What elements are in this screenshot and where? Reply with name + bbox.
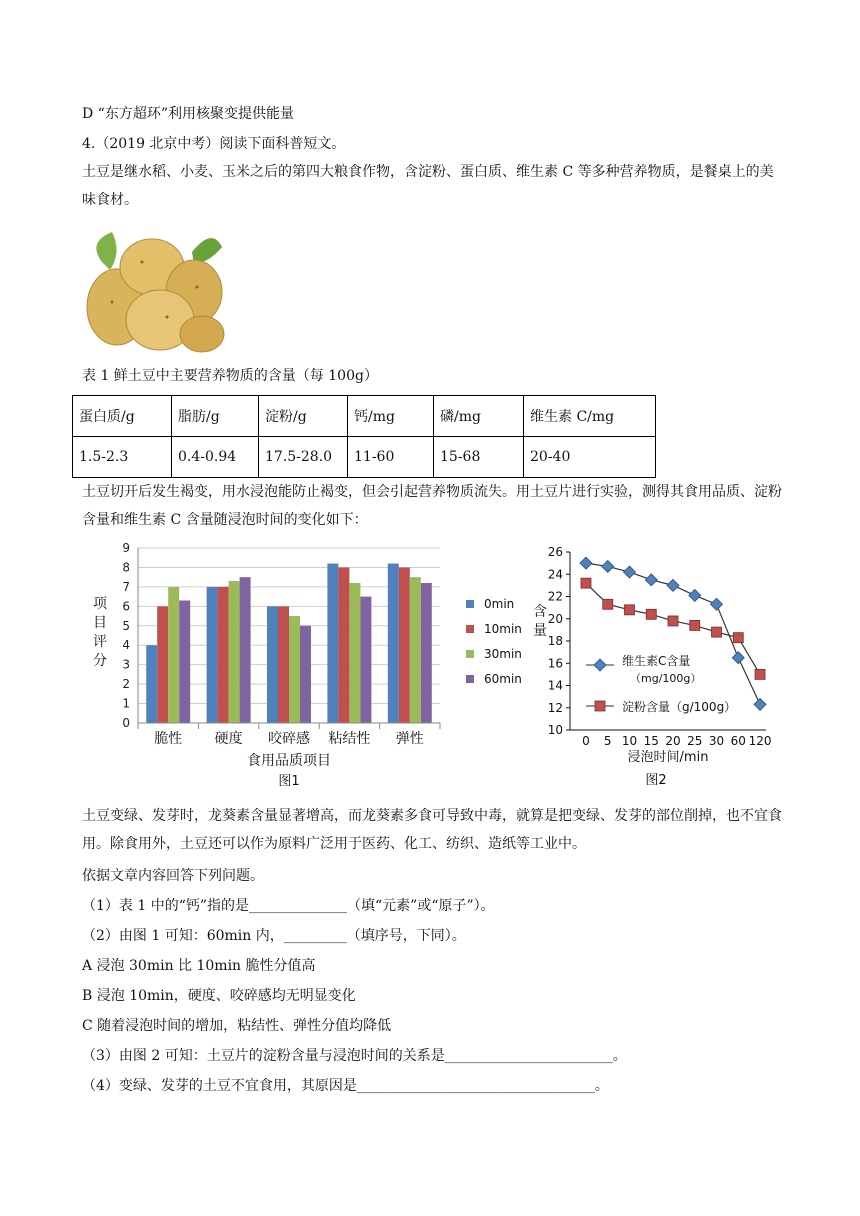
- table-row: [73, 437, 656, 478]
- y-tick-label: 8: [122, 560, 130, 575]
- question-2: （2）由图 1 可知：60min 内，_________（填序号，下同）。: [82, 928, 466, 944]
- figure-caption: 图2: [645, 773, 667, 788]
- data-point: [581, 578, 591, 588]
- y-axis-label: 含量: [533, 604, 547, 639]
- bar: [410, 577, 421, 723]
- figure1-bar-chart: [80, 536, 530, 796]
- option-c: C 随着浸泡时间的增加，粘结性、弹性分值均降低: [82, 1018, 392, 1034]
- bar: [289, 616, 300, 723]
- data-point: [603, 599, 613, 609]
- nutrition-table: [72, 395, 656, 478]
- y-tick-label: 1: [122, 696, 130, 711]
- y-tick-label: 16: [547, 656, 563, 671]
- intro-paragraph: 土豆是继水稻、小麦、玉米之后的第四大粮食作物，含淀粉、蛋白质、维生素 C 等多种营养物质，是餐桌上的美味食材。: [82, 164, 774, 208]
- bar: [360, 597, 371, 723]
- data-point: [602, 560, 614, 572]
- y-tick-label: 2: [122, 677, 130, 692]
- y-tick-label: 3: [122, 657, 130, 672]
- y-tick-label: 24: [547, 567, 563, 582]
- experiment-paragraph: 土豆切开后发生褐变，用水浸泡能防止褐变，但会引起营养物质流失。用土豆片进行实验，测得其食用品质、淀粉含量和维生素 C 含量随浸泡时间的变化如下：: [82, 484, 782, 528]
- questions-lead: 依据文章内容回答下列问题。: [82, 868, 264, 884]
- x-tick-label: 15: [643, 734, 659, 748]
- y-tick-label: 10: [547, 723, 563, 737]
- y-tick-label: 18: [547, 634, 563, 648]
- legend-label: 0min: [484, 597, 515, 611]
- option-d: D “东方超环”利用核聚变提供能量: [82, 106, 294, 122]
- potato-photo: [82, 222, 228, 355]
- y-tick-label: 7: [122, 579, 130, 594]
- bar: [218, 587, 229, 723]
- x-tick-label: 30: [708, 734, 725, 748]
- table-header-cell: 脂肪/g: [172, 396, 259, 437]
- table-cell: 20-40: [524, 437, 656, 478]
- question-1: （1）表 1 中的“钙”指的是______________（填“元素”或“原子”）。: [82, 898, 495, 914]
- bar: [327, 564, 338, 723]
- legend-label: 淀粉含量（g/100g）: [622, 700, 737, 714]
- data-point: [667, 579, 679, 591]
- bar: [388, 564, 399, 723]
- legend-label-unit: （mg/100g）: [630, 672, 702, 685]
- question-4: （4）变绿、发芽的土豆不宜食用，其原因是__________________________________。: [82, 1078, 609, 1094]
- y-tick-label: 9: [122, 541, 130, 555]
- x-tick-label: 弹性: [395, 731, 424, 747]
- figure-caption: 图1: [278, 774, 300, 789]
- bar: [338, 567, 349, 723]
- x-tick-label: 硬度: [214, 731, 243, 747]
- x-tick-label: 120: [748, 734, 772, 748]
- legend-swatch: [466, 600, 474, 608]
- data-point: [690, 620, 700, 630]
- table-cell: 17.5-28.0: [259, 437, 348, 478]
- legend-label: 10min: [484, 622, 522, 636]
- y-tick-label: 0: [122, 716, 130, 730]
- bar: [421, 583, 432, 723]
- legend-marker: [594, 659, 606, 671]
- legend-marker: [595, 701, 605, 711]
- table-cell: 15-68: [434, 437, 524, 478]
- y-tick-label: 22: [547, 589, 563, 604]
- x-tick-label: 20: [665, 734, 681, 748]
- bar: [399, 567, 410, 723]
- bar: [207, 587, 218, 723]
- y-tick-label: 4: [122, 638, 130, 653]
- bar: [349, 583, 360, 723]
- y-tick-label: 14: [547, 678, 563, 693]
- x-tick-label: 25: [687, 734, 703, 748]
- x-tick-label: 5: [603, 734, 612, 748]
- table-cell: 11-60: [348, 437, 434, 478]
- table-header-cell: 维生素 C/mg: [524, 396, 656, 437]
- legend-swatch: [466, 675, 474, 683]
- x-tick-label: 脆性: [154, 731, 183, 747]
- y-tick-label: 5: [122, 618, 130, 633]
- legend-swatch: [466, 650, 474, 658]
- data-point: [668, 616, 678, 626]
- x-tick-label: 10: [621, 734, 638, 748]
- data-point: [712, 627, 722, 637]
- data-point: [624, 566, 636, 578]
- data-point: [625, 605, 635, 615]
- table-header-cell: 淀粉/g: [259, 396, 348, 437]
- data-point: [755, 669, 765, 679]
- data-point: [689, 589, 701, 601]
- option-a: A 浸泡 30min 比 10min 脆性分值高: [82, 958, 316, 974]
- x-axis-label: 浸泡时间/min: [627, 750, 709, 765]
- data-point: [733, 633, 743, 643]
- bar: [179, 601, 190, 724]
- y-tick-label: 12: [547, 700, 563, 715]
- legend-label: 维生素C含量: [622, 654, 691, 668]
- y-tick-label: 20: [547, 611, 563, 626]
- data-point: [754, 698, 766, 710]
- bar: [146, 645, 157, 723]
- legend-label: 30min: [484, 647, 522, 661]
- table-header-row: [73, 396, 656, 437]
- y-axis-label: 项目评分: [93, 596, 107, 669]
- table-header-cell: 磷/mg: [434, 396, 524, 437]
- table-cell: 0.4-0.94: [172, 437, 259, 478]
- question-title: 4.（2019 北京中考）阅读下面科普短文。: [82, 136, 346, 152]
- question-3: （3）由图 2 可知：土豆片的淀粉含量与浸泡时间的关系是________________________。: [82, 1048, 627, 1064]
- x-tick-label: 粘结性: [328, 731, 371, 747]
- table-header-cell: 钙/mg: [348, 396, 434, 437]
- data-point: [580, 557, 592, 569]
- table-cell: 1.5-2.3: [73, 437, 172, 478]
- table-caption: 表 1 鲜土豆中主要营养物质的含量（每 100g）: [82, 368, 378, 384]
- bar: [278, 606, 289, 723]
- data-point: [646, 609, 656, 619]
- option-b: B 浸泡 10min，硬度、咬碎感均无明显变化: [82, 988, 356, 1004]
- bar: [157, 606, 168, 723]
- data-point: [732, 652, 744, 664]
- figure2-line-chart: [530, 536, 790, 796]
- bar: [168, 587, 179, 723]
- y-tick-label: 6: [122, 599, 130, 614]
- bar: [240, 577, 251, 723]
- x-axis-label: 食用品质项目: [247, 753, 331, 769]
- bar: [267, 606, 278, 723]
- bar: [229, 581, 240, 723]
- y-tick-label: 26: [547, 545, 563, 559]
- x-tick-label: 咬碎感: [268, 731, 310, 747]
- x-tick-label: 0: [582, 734, 590, 748]
- data-point: [645, 574, 657, 586]
- legend-swatch: [466, 625, 474, 633]
- sprout-paragraph: 土豆变绿、发芽时，龙葵素含量显著增高，而龙葵素多食可导致中毒，就算是把变绿、发芽的部位削掉，也不宜食用。除食用外，土豆还可以作为原料广泛用于医药、化工、纺织、造纸等工业中。: [82, 808, 782, 852]
- table-header-cell: 蛋白质/g: [73, 396, 172, 437]
- legend-label: 60min: [484, 672, 522, 686]
- x-tick-label: 60: [730, 734, 746, 748]
- bar: [300, 626, 311, 723]
- data-point: [711, 598, 723, 610]
